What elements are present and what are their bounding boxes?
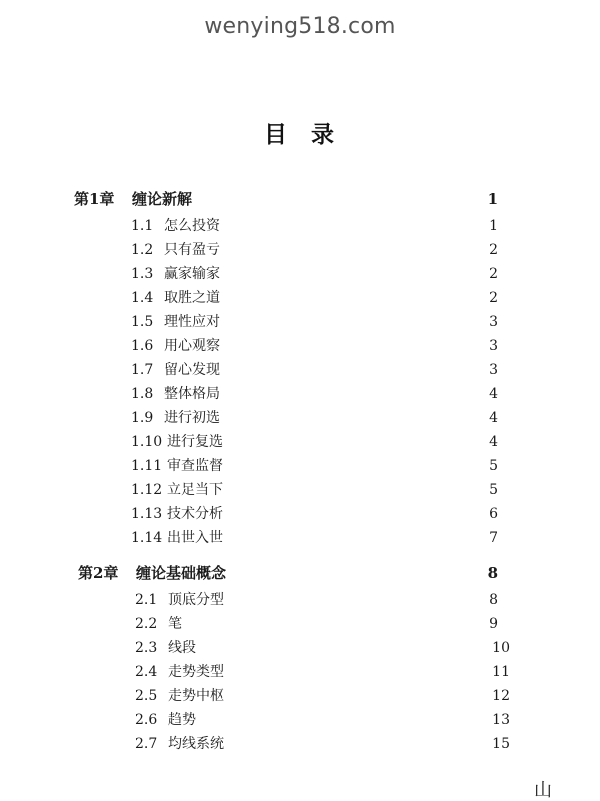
page-number: 2 bbox=[489, 242, 498, 258]
section-number: 1.2 bbox=[131, 242, 154, 258]
chapter-title: 缠论基础概念 bbox=[136, 564, 227, 582]
section-number: 1.5 bbox=[131, 314, 154, 330]
page-number: 5 bbox=[489, 482, 498, 498]
section-number: 2.5 bbox=[135, 688, 158, 704]
section-number: 1.14 bbox=[131, 530, 163, 546]
toc-section-row bbox=[131, 311, 220, 333]
toc-section-row bbox=[131, 287, 220, 309]
section-title: 走势中枢 bbox=[168, 688, 224, 704]
toc-section-row bbox=[131, 479, 223, 501]
toc-section-row bbox=[131, 359, 220, 381]
section-number: 1.4 bbox=[131, 290, 154, 306]
toc-section-row bbox=[131, 431, 223, 453]
page-number: 2 bbox=[489, 266, 498, 282]
page-number: 15 bbox=[492, 736, 510, 752]
section-title: 均线系统 bbox=[168, 736, 224, 752]
toc-section-row bbox=[135, 589, 224, 611]
section-number: 2.6 bbox=[135, 712, 158, 728]
section-title: 赢家输家 bbox=[164, 266, 220, 282]
toc-section-row bbox=[131, 239, 220, 261]
section-title: 用心观察 bbox=[164, 338, 220, 354]
section-number: 2.3 bbox=[135, 640, 158, 656]
section-title: 理性应对 bbox=[164, 314, 220, 330]
section-number: 1.10 bbox=[131, 434, 163, 450]
page-number: 3 bbox=[489, 314, 498, 330]
section-title: 取胜之道 bbox=[164, 290, 220, 306]
section-number: 1.3 bbox=[131, 266, 154, 282]
section-number: 1.11 bbox=[131, 458, 163, 474]
section-title: 怎么投资 bbox=[164, 218, 220, 234]
section-number: 2.1 bbox=[135, 592, 158, 608]
section-title: 立足当下 bbox=[167, 482, 223, 498]
page-number: 12 bbox=[492, 688, 510, 704]
toc-section-row bbox=[131, 455, 223, 477]
toc-section-row bbox=[131, 335, 220, 357]
page-number: 10 bbox=[492, 640, 510, 656]
section-title: 线段 bbox=[168, 640, 196, 656]
chapter-title: 缠论新解 bbox=[132, 190, 193, 208]
toc-section-row bbox=[135, 685, 224, 707]
section-title: 整体格局 bbox=[164, 386, 220, 402]
section-title: 留心发现 bbox=[164, 362, 220, 378]
toc-section-row bbox=[131, 527, 223, 549]
page-number: 3 bbox=[489, 362, 498, 378]
toc-section-row bbox=[135, 709, 196, 731]
toc-section-row bbox=[135, 733, 224, 755]
section-title: 趋势 bbox=[168, 712, 196, 728]
section-title: 只有盈亏 bbox=[164, 242, 220, 258]
toc-section-row bbox=[131, 263, 220, 285]
section-number: 1.7 bbox=[131, 362, 154, 378]
toc-section-row bbox=[131, 215, 220, 237]
toc-section-row bbox=[135, 637, 196, 659]
section-title: 走势类型 bbox=[168, 664, 224, 680]
section-title: 进行初选 bbox=[164, 410, 220, 426]
toc-section-row bbox=[135, 661, 224, 683]
section-number: 2.2 bbox=[135, 616, 158, 632]
page-number: 1 bbox=[487, 190, 498, 208]
corner-mark: 山 bbox=[534, 780, 552, 801]
section-number: 1.13 bbox=[131, 506, 163, 522]
section-title: 笔 bbox=[168, 616, 182, 632]
section-number: 1.9 bbox=[131, 410, 154, 426]
page-number: 4 bbox=[489, 434, 498, 450]
toc-chapter-row bbox=[74, 188, 192, 210]
page-number: 2 bbox=[489, 290, 498, 306]
page-number: 4 bbox=[489, 410, 498, 426]
page-number: 1 bbox=[489, 218, 498, 234]
title-char-2: 录 bbox=[311, 122, 336, 148]
page-number: 8 bbox=[489, 592, 498, 608]
page-number: 4 bbox=[489, 386, 498, 402]
section-title: 审查监督 bbox=[167, 458, 223, 474]
page-number: 6 bbox=[489, 506, 498, 522]
watermark-text: wenying518.com bbox=[204, 14, 396, 39]
toc-section-row bbox=[131, 503, 223, 525]
toc-section-row bbox=[131, 407, 220, 429]
chapter-number: 第1章 bbox=[74, 190, 115, 208]
section-number: 1.8 bbox=[131, 386, 154, 402]
section-title: 顶底分型 bbox=[168, 592, 224, 608]
page-number: 9 bbox=[489, 616, 498, 632]
section-title: 技术分析 bbox=[167, 506, 223, 522]
page-number: 11 bbox=[492, 664, 510, 680]
section-number: 1.12 bbox=[131, 482, 163, 498]
section-title: 进行复选 bbox=[167, 434, 223, 450]
toc-chapter-row bbox=[78, 562, 226, 584]
section-number: 1.6 bbox=[131, 338, 154, 354]
section-number: 1.1 bbox=[131, 218, 154, 234]
title-char-1: 目 bbox=[264, 122, 289, 148]
toc-section-row bbox=[135, 613, 182, 635]
page-title bbox=[0, 116, 600, 149]
section-title: 出世入世 bbox=[167, 530, 223, 546]
page-number: 8 bbox=[487, 564, 498, 582]
toc-section-row bbox=[131, 383, 220, 405]
section-number: 2.4 bbox=[135, 664, 158, 680]
chapter-number: 第2章 bbox=[78, 564, 119, 582]
section-number: 2.7 bbox=[135, 736, 158, 752]
page-number: 13 bbox=[492, 712, 510, 728]
page-number: 5 bbox=[489, 458, 498, 474]
page-number: 7 bbox=[489, 530, 498, 546]
page-number: 3 bbox=[489, 338, 498, 354]
